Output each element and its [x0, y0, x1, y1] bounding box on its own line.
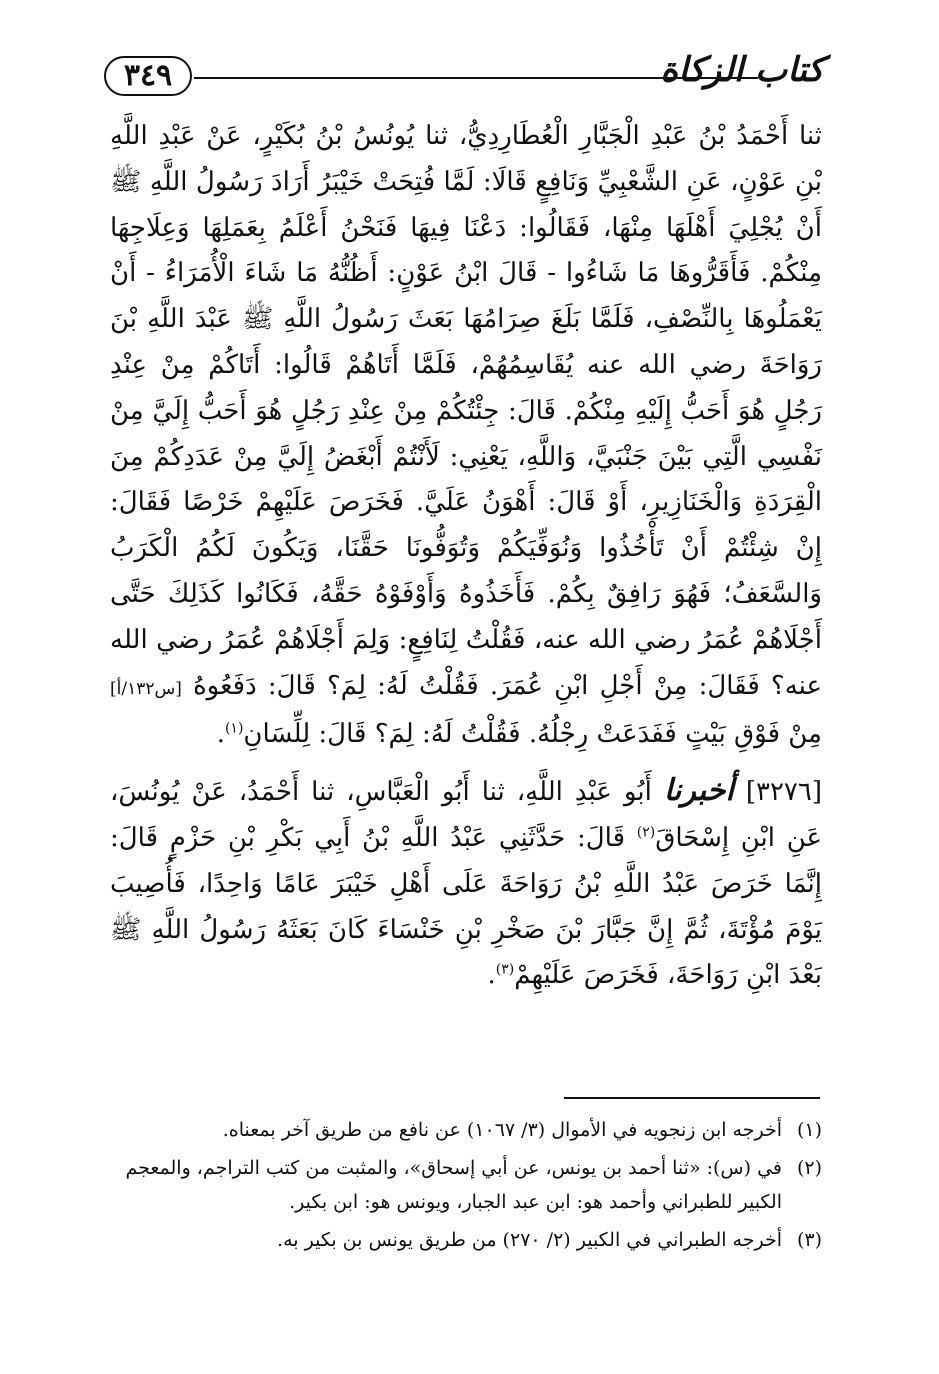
page-header — [104, 50, 824, 110]
manuscript-reference: [س١٣٢/أ] — [110, 678, 182, 699]
hadith-number: [٣٢٧٦] — [745, 777, 823, 808]
footnote-marker: (٣) — [495, 961, 515, 978]
paragraph-end: . — [487, 960, 496, 991]
footnotes — [110, 1113, 822, 1261]
footnote-text: في (س): «ثنا أحمد بن يونس، عن أبي إسحاق»، والمثبت من كتب التراجم، والمعجم الكبير للطبراني وأحمد هو: ابن عبد الجبار، ويونس هو: ابن بكير. — [125, 1157, 782, 1213]
footnote-marker: (٢) — [636, 824, 656, 841]
narration-keyword: أخبرنا — [663, 773, 734, 809]
paragraph-text: أَبُو عَبْدِ اللَّهِ، ثنا أَبُو الْعَبَّاسِ، ثنا أَحْمَدُ، عَنْ يُونُسَ، عَنِ ابْنِ إِسْحَاقَ — [110, 777, 823, 853]
header-rule — [194, 77, 758, 79]
footnote — [110, 1223, 822, 1257]
running-title: كتاب الزكاة — [660, 50, 824, 90]
footnote-marker: (١) — [224, 720, 244, 737]
footnote-rule — [564, 1097, 820, 1099]
hadith-paragraph — [110, 768, 822, 999]
page-number: ٣٤٩ — [104, 56, 192, 96]
paragraph-text: قَالَ: حَدَّثَنِي عَبْدُ اللَّهِ بْنُ أَبِي بَكْرِ بْنِ حَزْمٍ قَالَ: إِنَّمَا خَرَصَ عَبْدُ اللَّهِ بْنُ رَوَاحَةَ عَلَى أَهْلِ خَيْبَرَ عَامًا وَاحِدًا، فَأُصِيبَ يَوْمَ مُؤْتَةَ، ثُمَّ إِنَّ جَبَّارَ بْنَ صَخْرِ بْنِ خَنْسَاءَ كَانَ بَعَثَهُ رَسُولُ اللَّهِ ﷺ بَعْدَ ابْنِ رَوَاحَةَ، فَخَرَصَ عَلَيْهِمْ — [110, 822, 822, 991]
paragraph-text: مِنْ فَوْقِ بَيْتٍ فَفَدَعَتْ رِجْلُهُ. فَقُلْتُ لَهُ: لِمَ؟ قَالَ: لِلِّسَانِ — [243, 719, 822, 750]
footnote-number: (٢) — [796, 1157, 822, 1179]
footnote-number: (١) — [796, 1119, 822, 1141]
footnote-number: (٣) — [796, 1229, 822, 1251]
footnote-text: أخرجه ابن زنجويه في الأموال (٣/ ١٠٦٧) عن نافع من طريق آخر بمعناه. — [222, 1119, 782, 1141]
footnote — [110, 1113, 822, 1147]
footnote-text: أخرجه الطبراني في الكبير (٢/ ٢٧٠) من طريق يونس بن بكير به. — [277, 1229, 782, 1251]
main-text — [110, 114, 822, 999]
footnote — [110, 1151, 822, 1219]
hadith-paragraph: ثنا أَحْمَدُ بْنُ عَبْدِ الْجَبَّارِ الْعُطَارِدِيُّ، ثنا يُونُسُ بْنُ بُكَيْرٍ، عَنْ عَبْدِ اللَّهِ بْنِ عَوْنٍ، عَنِ الشَّعْبِيِّ وَنَافِعٍ قَالَا: لَمَّا فُتِحَتْ خَيْبَرُ أَرَادَ رَسُولُ اللَّهِ ﷺ أَنْ يُجْلِيَ أَهْلَهَا مِنْهَا، فَقَالُوا: دَعْنَا فِيهَا فَنَحْنُ أَعْلَمُ بِعَمَلِهَا وَعِلَاجِهَا مِنْكُمْ. فَأَقَرُّوهَا مَا شَاءُوا - قَالَ ابْنُ عَوْنٍ: أَظُنُّهُ مَا شَاءَ الْأُمَرَاءُ - أَنْ يَعْمَلُوهَا بِالنِّصْفِ، فَلَمَّا بَلَغَ صِرَامُهَا بَعَثَ رَسُولُ اللَّهِ ﷺ عَبْدَ اللَّهِ بْنَ رَوَاحَةَ رضي الله عنه يُقَاسِمُهُمْ، فَلَمَّا أَتَاهُمْ قَالُوا: أَتَاكُمْ مِنْ عِنْدِ رَجُلٍ هُوَ أَحَبُّ إِلَيْهِ مِنْكُمْ. قَالَ: جِئْتُكُمْ مِنْ عِنْدِ رَجُلٍ هُوَ أَحَبُّ إِلَيَّ مِنْ نَفْسِي الَّتِي بَيْنَ جَنْبَيَّ، وَاللَّهِ، يَعْنِي: لَأَنْتُمْ أَبْغَضُ إِلَيَّ مِنْ عَدَدِكُمْ مِنَ الْقِرَدَةِ وَالْخَنَازِيرِ، أَوْ قَالَ: أَهْوَنُ عَلَيَّ. فَخَرَصَ عَلَيْهِمْ خَرْصًا فَقَالَ: إِنْ شِئْتُمْ أَنْ تَأْخُذُوا وَنُوَفِّيَكُمْ وَتُوَفُّونَا حَقَّنَا، وَيَكُونَ لَكُمُ الْكَرَبُ وَالسَّعَفُ؛ فَهُوَ رَافِقٌ بِكُمْ. فَأَخَذُوهُ وَأَوْفَوْهُ حَقَّهُ، فَكَانُوا كَذَلِكَ حَتَّى أَجْلَاهُمْ عُمَرُ رضي الله عنه، فَقُلْتُ لِنَافِعٍ: وَلِمَ أَجْلَاهُمْ عُمَرُ رضي الله عنه؟ فَقَالَ: مِنْ أَجْلِ ابْنِ عُمَرَ. فَقُلْتُ لَهُ: لِمَ؟ قَالَ: دَفَعُوهُ [س١٣٢/أ] مِنْ فَوْقِ بَيْتٍ فَفَدَعَتْ رِجْلُهُ. فَقُلْتُ لَهُ: لِمَ؟ قَالَ: لِلِّسَانِ$^{(١)}$. — [110, 121, 823, 750]
paragraph-text: ثنا أَحْمَدُ بْنُ عَبْدِ الْجَبَّارِ الْعُطَارِدِيُّ، ثنا يُونُسُ بْنُ بُكَيْرٍ، عَنْ عَبْدِ اللَّهِ بْنِ عَوْنٍ، عَنِ الشَّعْبِيِّ وَنَافِعٍ قَالَا: لَمَّا فُتِحَتْ خَيْبَرُ أَرَادَ رَسُولُ اللَّهِ ﷺ أَنْ يُجْلِيَ أَهْلَهَا مِنْهَا، فَقَالُوا: دَعْنَا فِيهَا فَنَحْنُ أَعْلَمُ بِعَمَلِهَا وَعِلَاجِهَا مِنْكُمْ. فَأَقَرُّوهَا مَا شَاءُوا - قَالَ ابْنُ عَوْنٍ: أَظُنُّهُ مَا شَاءَ الْأُمَرَاءُ - أَنْ يَعْمَلُوهَا بِالنِّصْفِ، فَلَمَّا بَلَغَ صِرَامُهَا بَعَثَ رَسُولُ اللَّهِ ﷺ عَبْدَ اللَّهِ بْنَ رَوَاحَةَ رضي الله عنه يُقَاسِمُهُمْ، فَلَمَّا أَتَاهُمْ قَالُوا: أَتَاكُمْ مِنْ عِنْدِ رَجُلٍ هُوَ أَحَبُّ إِلَيْهِ مِنْكُمْ. قَالَ: جِئْتُكُمْ مِنْ عِنْدِ رَجُلٍ هُوَ أَحَبُّ إِلَيَّ مِنْ نَفْسِي الَّتِي بَيْنَ جَنْبَيَّ، وَاللَّهِ، يَعْنِي: لَأَنْتُمْ أَبْغَضُ إِلَيَّ مِنْ عَدَدِكُمْ مِنَ الْقِرَدَةِ وَالْخَنَازِيرِ، أَوْ قَالَ: أَهْوَنُ عَلَيَّ. فَخَرَصَ عَلَيْهِمْ خَرْصًا فَقَالَ: إِنْ شِئْتُمْ أَنْ تَأْخُذُوا وَنُوَفِّيَكُمْ وَتُوَفُّونَا حَقَّنَا، وَيَكُونَ لَكُمُ الْكَرَبُ وَالسَّعَفُ؛ فَهُوَ رَافِقٌ بِكُمْ. فَأَخَذُوهُ وَأَوْفَوْهُ حَقَّهُ، فَكَانُوا كَذَلِكَ حَتَّى أَجْلَاهُمْ عُمَرُ رضي الله عنه، فَقُلْتُ لِنَافِعٍ: وَلِمَ أَجْلَاهُمْ عُمَرُ رضي الله عنه؟ فَقَالَ: مِنْ أَجْلِ ابْنِ عُمَرَ. فَقُلْتُ لَهُ: لِمَ؟ قَالَ: دَفَعُوهُ — [110, 121, 823, 701]
